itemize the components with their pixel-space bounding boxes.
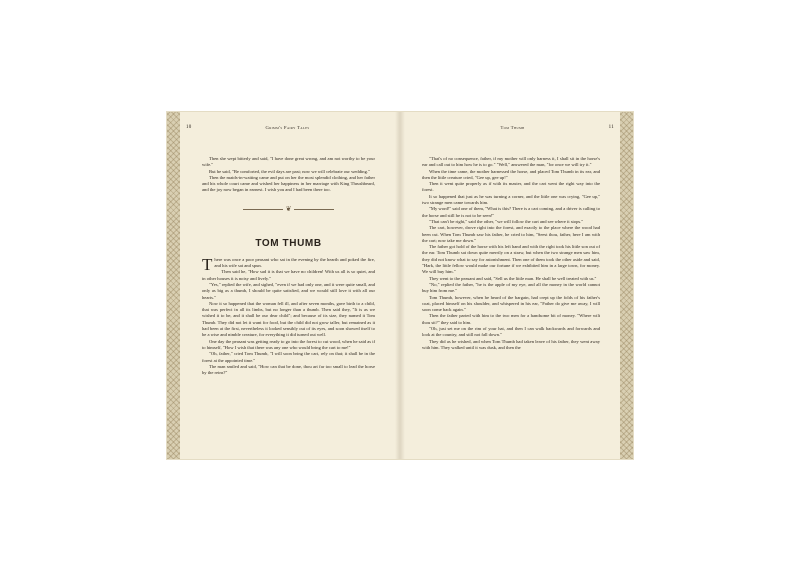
opening-paragraph xyxy=(202,254,375,274)
paragraph: One day the peasant was getting ready to go into the forest to cut wood, when he said as if to himself, "How I wish that there was any one who would bring the cart to me!" xyxy=(202,338,375,350)
paragraph: Then it went quite properly as if with its master, and the cart went the right way into the forest. xyxy=(422,181,600,193)
right-running-head xyxy=(405,125,620,133)
paragraph: "Oh, father," cried Tom Thumb, "I will soon bring the cart, rely on that; it shall be in the forest at the appointed time." xyxy=(202,351,375,363)
paragraph: The cart, however, drove right into the forest, and exactly to the place where the wood had been cut. When Tom Thumb saw his father, he cried to him, "Seest thou, father, here I am with the cart; now take me down." xyxy=(422,225,600,243)
left-running-head xyxy=(180,125,395,133)
paragraph: "Oh, just set me on the rim of your hat, and then I can walk backwards and forwards and look at the country, and still not fall down." xyxy=(422,326,600,338)
opening-paragraph-text: here was once a poor peasant who sat in the evening by the hearth and poked the fire, and his wife sat and spun. xyxy=(214,256,375,269)
left-running-title: Grimm's Fairy Tales xyxy=(265,125,310,130)
paragraph: Then she wept bitterly and said, "I have done great wrong, and am not worthy to be your wife." xyxy=(202,156,375,168)
right-page-body xyxy=(422,156,600,351)
section-ornament xyxy=(202,204,375,216)
decorative-border-left xyxy=(167,112,180,459)
left-page xyxy=(180,112,395,459)
paragraph: The father got hold of the horse with his left hand and with the right took his little son out of the ear. Tom Thumb sat down quite merrily on a straw, but when the two strange men saw him, they did not know what to say for astonishment. Then one of them took the other aside and said, "Hark, the little fellow would make our fortune if we exhibited him in a large town, for money. We will buy him." xyxy=(422,244,600,275)
story-title: TOM THUMB xyxy=(255,237,322,249)
paragraph: The man smiled and said, "How can that be done, thou art far too small to lead the horse by the reins?" xyxy=(202,363,375,376)
paragraph: Then the father parted with him to the two men for a handsome bit of money. "Where wilt thou sit?" they said to him. xyxy=(422,313,600,325)
left-page-number: 10 xyxy=(186,125,192,130)
paragraph: Tom Thumb, however, when he heard of the bargain, had crept up the folds of his father's coat, placed himself on his shoulder, and whispered in his ear, "Father do give me away, I will soon come back again." xyxy=(422,294,600,313)
ornament-rule-left xyxy=(243,209,283,210)
right-page-number: 11 xyxy=(608,125,614,130)
paragraph: Now it so happened that the woman fell ill, and after seven months, gave birth to a child, that was perfect in all its limbs, but no longer than a thumb. Then said they, "It is as we wished it to be, and it shall be our dear child"; and because of its size, they named it Tom Thumb. They did not let it want for food, but the child did not grow taller, but remained as it had been at the first, nevertheless it looked sensibly out of its eyes, and soon showed itself to be a wise and nimble creature, for everything it did turned out well. xyxy=(202,300,375,338)
left-page-body xyxy=(202,156,375,376)
paragraph: They did as he wished, and when Tom Thumb had taken leave of his father, they went away with him. They walked until it was dusk, and then the xyxy=(422,338,600,350)
paragraph: They went to the peasant and said, "Sell us the little man. He shall be well treated with us." xyxy=(429,275,597,281)
right-page xyxy=(405,112,620,459)
paragraph: Then said he, "How sad it is that we have no children! With us all is so quiet, and in other houses it is noisy and lively." xyxy=(202,269,375,281)
ornament-rule-right xyxy=(294,209,334,210)
paragraph: "Yes," replied the wife, and sighed, "even if we had only one, and it were quite small, and only as big as a thumb, I should be quite satisfied, and we would still love it with all our hearts." xyxy=(202,281,375,300)
decorative-border-right xyxy=(620,112,633,459)
fleuron-icon: ❦ xyxy=(285,205,292,214)
paragraph: But he said, "Be comforted, the evil days are past; now we will celebrate our wedding." xyxy=(209,168,370,174)
paragraph: When the time came, the mother harnessed the horse, and placed Tom Thumb in its ear, and then the little creature cried, "Gee up, gee up!" xyxy=(422,168,600,180)
paragraph: "No," replied the father, "he is the apple of my eye, and all the money in the world cannot buy him from me." xyxy=(422,281,600,294)
paragraph: It so happened that just as he was turning a corner, and the little one was crying, "Gee up," two strange men came towards him. xyxy=(422,193,600,206)
drop-cap: T xyxy=(202,254,213,274)
paragraph: Then the maids-in-waiting came and put on her the most splendid clothing, and her father and his whole court came and wished her happiness in her marriage with King Thrushbeard, and the joy now began in earnest. I wish you and I had been there too. xyxy=(202,174,375,193)
paragraph: "My word!" said one of them, "What is this? There is a cart coming, and a driver is calling to the horse and still he is not to be seen!" xyxy=(422,206,600,218)
paragraph: "That's of no consequence, father, if my mother will only harness it, I shall sit in the horse's ear and call out to him how he is to go." "Well," answered the man, "for once we will try it." xyxy=(422,156,600,168)
book-spread xyxy=(167,112,633,459)
right-running-title: Tom Thumb xyxy=(500,125,525,130)
book-gutter xyxy=(395,112,405,459)
paragraph: "That can't be right," said the other, "we will follow the cart and see where it stops." xyxy=(429,218,584,224)
